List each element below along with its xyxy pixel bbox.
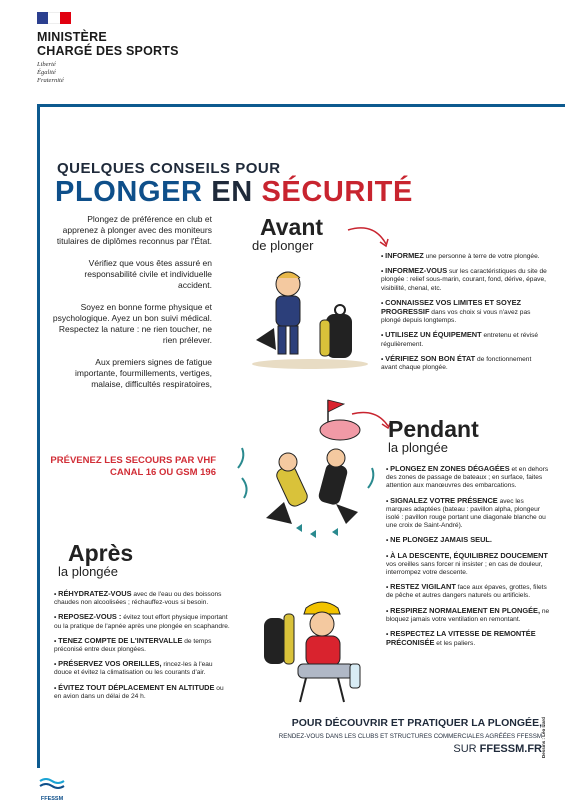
avant-heading: Avant — [260, 214, 324, 240]
list-item: • ÉVITEZ TOUT DÉPLACEMENT EN ALTITUDE ou en avion dans un délai de 24 h. — [54, 684, 230, 701]
apres-heading: Après — [68, 540, 134, 566]
diver-equipment-illustration — [250, 262, 370, 370]
french-flag-icon — [37, 12, 71, 24]
ministry-name: MINISTÈRE CHARGÉ DES SPORTS — [37, 30, 179, 58]
illustration-credit: Dessins : Léo Izard — [541, 716, 546, 758]
list-item: • RESPIREZ NORMALEMENT EN PLONGÉE, ne bloquez jamais votre ventilation en remontant. — [386, 607, 551, 624]
list-item: • INFORMEZ une personne à terre de votre plongée. — [381, 252, 549, 261]
list-item: • À LA DESCENTE, ÉQUILIBREZ DOUCEMENT vos oreilles sans forcer ni insister ; en cas de douleur, interrompez votre descente. — [386, 552, 551, 578]
list-item: • INFORMEZ-VOUS sur les caractéristiques du site de plongée : relief sous-marin, courant, fond, dérive, épave, visibilité, chenal, etc. — [381, 267, 549, 293]
underwater-divers-illustration — [236, 428, 386, 548]
list-item: • CONNAISSEZ VOS LIMITES ET SOYEZ PROGRESSIF dans vos choix si vous n'avez pas plongé depuis longtemps. — [381, 299, 549, 326]
list-item: • PRÉSERVEZ VOS OREILLES, rincez-les à l'eau douce et évitez la climatisation ou les courants d'air. — [54, 660, 230, 677]
list-item: • PLONGEZ EN ZONES DÉGAGÉES et en dehors des zones de passage de bateaux ; en surface, faites attention aux manœuvres des embarcations. — [386, 465, 551, 491]
arrow-icon — [344, 222, 394, 252]
avant-sub: de plonger — [252, 238, 314, 253]
list-item: • RÉHYDRATEZ-VOUS avec de l'eau ou des boissons chaudes non alcoolisées ; réchauffez-vous si besoin. — [54, 590, 230, 607]
list-item: • VÉRIFIEZ SON BON ÉTAT de fonctionnement avant chaque plongée. — [381, 355, 549, 372]
pendant-sub: la plongée — [388, 440, 448, 455]
intro-text: Plongez de préférence en club et apprenez à plonger avec des moniteurs titulaires de diplômes reconnus par l'État. Vérifiez que vous êtes assuré en responsabilité civile et individuelle accident. Soyez en bonne forme physique et psychologique. Ayez un bon suivi médical. Respectez la nature : ne rien toucher, ne rien prélever. Aux premiers signes de fatigue importante, fourmillements, vertiges, malaise, difficultés respiratoires, — [52, 214, 212, 389]
title-line1: QUELQUES CONSEILS POUR — [57, 160, 281, 177]
list-item: • RESPECTEZ LA VITESSE DE REMONTÉE PRÉCONISÉE et les paliers. — [386, 630, 551, 648]
pendant-heading-block — [388, 418, 528, 455]
pendant-heading: Pendant — [388, 416, 479, 442]
list-item: • NE PLONGEZ JAMAIS SEUL. — [386, 536, 551, 545]
ffessm-site-link[interactable]: FFESSM.FR — [479, 743, 542, 755]
list-item: • RESTEZ VIGILANT face aux épaves, grottes, filets de pêche et autres dangers naturels ou artificiels. — [386, 583, 551, 600]
pendant-list — [386, 465, 551, 654]
ffessm-call-to-action: POUR DÉCOUVRIR ET PRATIQUER LA PLONGÉE, RENDEZ-VOUS DANS LES CLUBS ET STRUCTURES COMMERCIALES AGRÉÉES FFESSM SUR FFESSM.FR — [278, 717, 542, 755]
apres-heading-block — [58, 542, 178, 579]
apres-sub: la plongée — [58, 564, 118, 579]
list-item: • SIGNALEZ VOTRE PRÉSENCE avec les marques adaptées (bateau : pavillon alpha, plongeur isolé : pavillon rouge portant une diagonale blanche ou une croix de Saint-André). — [386, 497, 551, 531]
title-main: PLONGER EN SÉCURITÉ — [55, 176, 413, 208]
list-item: • UTILISEZ UN ÉQUIPEMENT entretenu et révisé régulièrement. — [381, 331, 549, 348]
list-item: • TENEZ COMPTE DE L'INTERVALLE de temps préconisé entre deux plongées. — [54, 637, 230, 654]
list-item: • REPOSEZ-VOUS : évitez tout effort physique important ou la pratique de l'apnée après une plongée en scaphandre. — [54, 613, 230, 630]
ffessm-logo: FFESSM — [38, 776, 66, 802]
apres-list — [54, 590, 230, 707]
ffessm-wave-icon — [38, 776, 66, 790]
avant-list — [381, 252, 549, 378]
ministry-logo — [37, 12, 179, 85]
resting-diver-illustration — [258, 598, 370, 708]
ministry-motto: Liberté Égalité Fraternité — [37, 61, 64, 84]
emergency-notice: PRÉVENEZ LES SECOURS PAR VHF CANAL 16 OU GSM 196 — [50, 455, 216, 478]
